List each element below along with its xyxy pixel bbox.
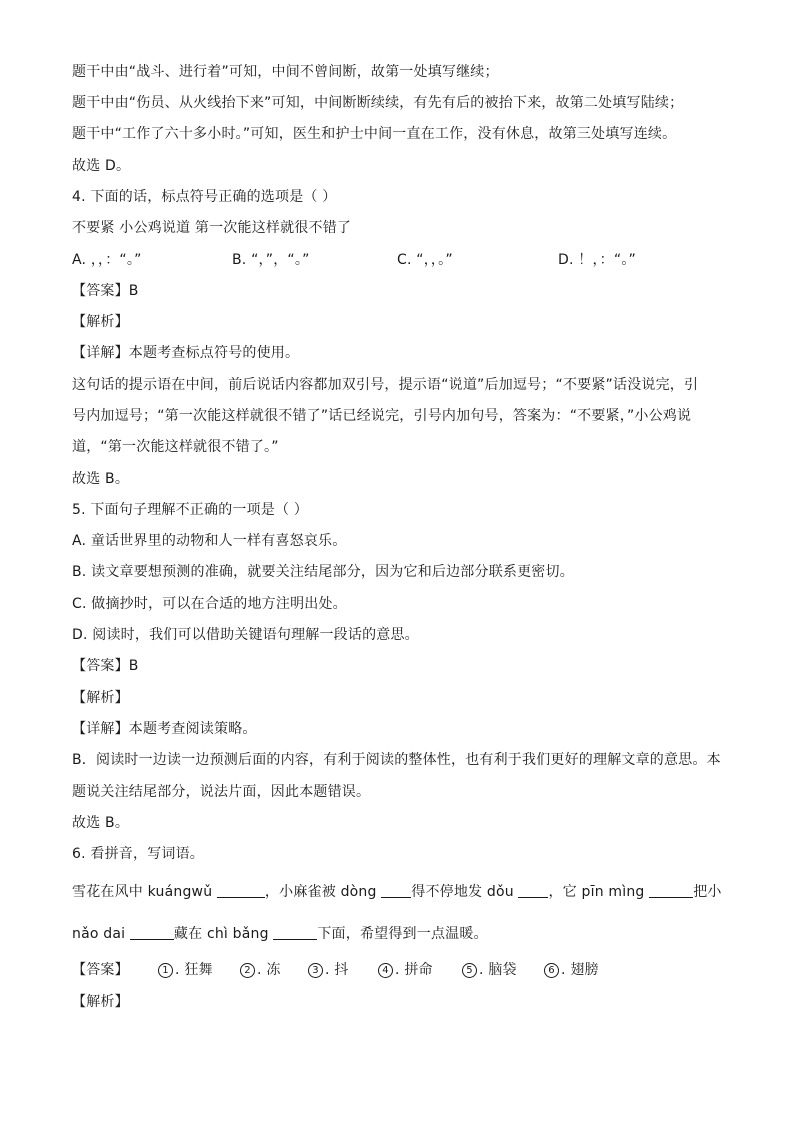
text-line: 道，“第一次能这样就很不错了。”	[72, 439, 279, 455]
text-line: 号内加逗号；“第一次能这样就很不错了”话已经说完，引号内加句号，答案为：“不要紧，”小公鸡说	[72, 408, 692, 424]
text-line: 题干中由“战斗、进行着”可知，中间不曾间断，故第一处填写继续；	[72, 64, 499, 80]
row-text: 把小	[693, 884, 722, 900]
text-line: 题干中由“伤员、从火线抬下来”可知，中间断断续续，有先有后的被抬下来，故第二处填写陆续；	[72, 95, 684, 111]
question-4-sentence: 不要紧 小公鸡说道 第一次能这样就很不错了	[72, 220, 352, 236]
answer-word: 拼命	[404, 962, 433, 978]
option-d: D. 阅读时，我们可以借助关键语句理解一段话的意思。	[72, 627, 419, 643]
question-6-answers	[72, 960, 732, 980]
answer-item: 1 . 狂舞	[158, 960, 213, 980]
answer-blank	[518, 883, 548, 898]
text-line: 故选 B。	[72, 471, 130, 487]
option-a: A. 童话世界里的动物和人一样有喜怒哀乐。	[72, 533, 347, 549]
option-a: A. ，，：“。”	[72, 252, 142, 268]
text-line: 故选 B。	[72, 815, 130, 831]
answer-blank	[649, 883, 693, 898]
row-text: ，它 pīn mìng	[548, 884, 645, 900]
pinyin-row-2-content	[72, 924, 488, 944]
option-c: C. “，，。”	[397, 252, 453, 268]
text-line: B．阅读时一边读一边预测后面的内容，有利于阅读的整体性，也有利于我们更好的理解文章的意思。本	[72, 752, 721, 768]
answer-item: 4 . 拼命	[378, 960, 433, 980]
answer-word: 狂舞	[184, 962, 213, 978]
option-c: C. 做摘抄时，可以在合适的地方注明出处。	[72, 596, 347, 612]
number-badge: 1	[158, 963, 173, 978]
text-line: 题干中“工作了六十多小时。”可知，医生和护士中间一直在工作，没有休息，故第三处填写连续。	[72, 126, 677, 142]
row-text: 下面，希望得到一点温暖。	[317, 926, 488, 942]
pinyin-row-1-content	[72, 882, 722, 902]
analysis-label: 【解析】	[72, 314, 129, 330]
number-badge: 2	[240, 963, 255, 978]
detail-text: 【详解】本题考查阅读策略。	[72, 721, 257, 737]
answer-item: 6 . 翅膀	[544, 960, 599, 980]
pinyin-row-1	[72, 882, 732, 902]
answer-item: 2 . 冻	[240, 960, 281, 980]
row-text: ，小麻雀被 dòng	[264, 884, 377, 900]
answer-label: 【答案】	[72, 962, 129, 978]
question-4-title: 4. 下面的话，标点符号正确的选项是（ ）	[72, 189, 337, 205]
answer-blank	[381, 883, 411, 898]
number-badge: 5	[462, 963, 477, 978]
number-badge: 3	[308, 963, 323, 978]
number-badge: 6	[544, 963, 559, 978]
answer-blank	[217, 883, 265, 898]
row-text: 得不停地发 dǒu	[411, 884, 514, 900]
answer-word: 抖	[334, 962, 349, 978]
text-line: 故选 D。	[72, 158, 131, 174]
answer-label: 【答案】B	[72, 283, 139, 299]
answer-word: 翅膀	[570, 962, 599, 978]
pinyin-row-2	[72, 924, 732, 944]
option-d: D. ！，：“。”	[558, 252, 636, 268]
answer-item: 5 . 脑袋	[462, 960, 517, 980]
option-b: B. 读文章要想预测的准确，就要关注结尾部分，因为它和后边部分联系更密切。	[72, 564, 574, 580]
option-b: B. “，”，“。”	[232, 252, 310, 268]
row-text: 藏在 chì bǎng	[173, 926, 269, 942]
answer-item: 3 . 抖	[308, 960, 349, 980]
answer-blank	[130, 925, 174, 940]
number-badge: 4	[378, 963, 393, 978]
text-line: 题说关注结尾部分，说法片面，因此本题错误。	[72, 784, 371, 800]
question-6-title: 6. 看拼音，写词语。	[72, 846, 205, 862]
row-text: 雪花在风中 kuángwǔ	[72, 884, 213, 900]
answer-label: 【答案】B	[72, 658, 139, 674]
answer-blank	[273, 925, 317, 940]
row-text: nǎo dai	[72, 926, 126, 942]
analysis-label: 【解析】	[72, 994, 129, 1010]
analysis-label: 【解析】	[72, 690, 129, 706]
text-line: 这句话的提示语在中间，前后说话内容都加双引号，提示语“说道”后加逗号；“不要紧”话没说完，引	[72, 377, 699, 393]
answer-word: 脑袋	[488, 962, 517, 978]
answer-word: 冻	[266, 962, 281, 978]
detail-text: 【详解】本题考查标点符号的使用。	[72, 345, 300, 361]
question-5-title: 5. 下面句子理解不正确的一项是（ ）	[72, 502, 309, 518]
question-4-options	[72, 250, 732, 270]
